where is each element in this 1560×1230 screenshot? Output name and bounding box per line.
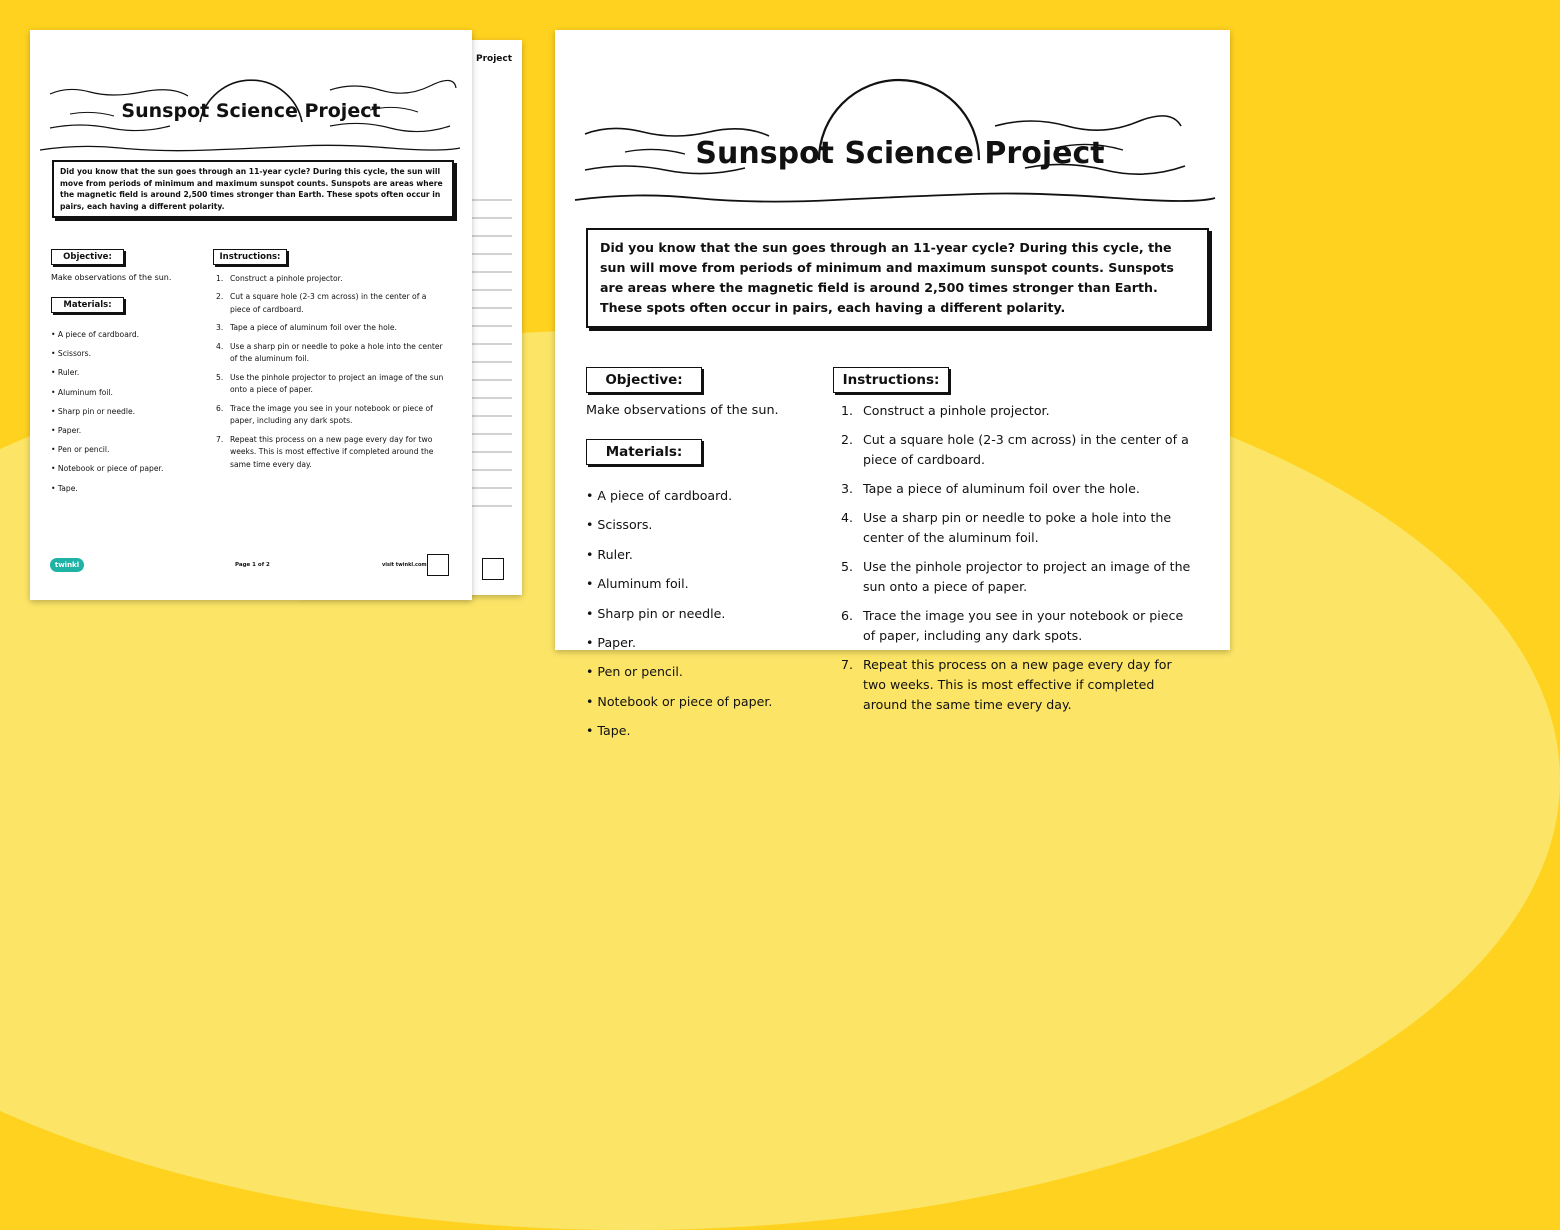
material-item: • Notebook or piece of paper.	[586, 693, 773, 709]
instruction-text: Use the pinhole projector to project an image of the sun onto a piece of paper.	[230, 372, 444, 395]
site-text: visit twinkl.com	[382, 562, 427, 568]
instruction-number: 1.	[841, 403, 854, 418]
award-badge	[427, 554, 449, 576]
instruction-text: Use a sharp pin or needle to poke a hole into the center of the aluminum foil.	[863, 510, 1172, 545]
back-page-badge	[482, 558, 504, 580]
instruction-item	[841, 479, 1191, 499]
intro-box: Did you know that the sun goes through an 11-year cycle? During this cycle, the sun will move from periods of minimum and maximum sunspot counts. Sunspots are areas where the magnetic field is around 2,500 times stronger than Earth. These spots often occur in pairs, each having a different polarity.	[52, 160, 454, 218]
instruction-item	[216, 434, 446, 472]
material-item: • Scissors.	[586, 517, 653, 533]
instruction-item	[216, 273, 446, 286]
instruction-item	[841, 508, 1191, 548]
instruction-number: 4.	[216, 341, 224, 351]
material-item: • A piece of cardboard.	[51, 330, 140, 339]
instruction-number: 7.	[841, 657, 854, 672]
material-item: • Paper.	[586, 635, 636, 651]
back-page-title: Project	[476, 54, 513, 64]
instruction-item	[216, 322, 446, 335]
instruction-number: 3.	[216, 323, 224, 333]
page-title: Sunspot Science Project	[121, 100, 381, 122]
instruction-text: Construct a pinhole projector.	[863, 403, 1050, 418]
instruction-text: Repeat this process on a new page every day for two weeks. This is most effective if completed around the same time every day.	[863, 657, 1172, 712]
twinkl-logo: twinkl	[50, 558, 84, 572]
large-page	[555, 30, 1230, 739]
materials-list	[586, 481, 806, 746]
instruction-text: Tape a piece of aluminum foil over the hole.	[230, 323, 397, 333]
material-item: • Aluminum foil.	[51, 387, 113, 397]
instruction-text: Repeat this process on a new page every day for two weeks. This is most effective if completed around the same time every day.	[230, 434, 434, 469]
instruction-item	[841, 655, 1191, 715]
instructions-label: Instructions:	[833, 367, 949, 393]
instruction-text: Cut a square hole (2-3 cm across) in the center of a piece of cardboard.	[230, 292, 427, 314]
instruction-number: 6.	[841, 608, 854, 623]
instruction-number: 1.	[216, 274, 224, 283]
material-item: • Ruler.	[586, 546, 633, 562]
instruction-item	[216, 403, 446, 428]
instruction-item	[216, 341, 446, 366]
instruction-number: 5.	[216, 372, 224, 382]
instruction-item	[841, 401, 1191, 421]
instruction-text: Cut a square hole (2-3 cm across) in the center of a piece of cardboard.	[863, 432, 1189, 467]
material-item: • Pen or pencil.	[586, 664, 683, 680]
material-item: • Notebook or piece of paper.	[51, 464, 164, 474]
instructions-list	[841, 401, 1191, 724]
instruction-item	[841, 606, 1191, 646]
instructions-label: Instructions:	[213, 249, 287, 265]
material-item: • Paper.	[51, 426, 82, 436]
objective-text: Make observations of the sun.	[51, 273, 172, 282]
instruction-text: Tape a piece of aluminum foil over the hole.	[863, 481, 1140, 496]
instruction-item	[841, 557, 1191, 597]
instruction-item	[841, 430, 1191, 470]
material-item: • A piece of cardboard.	[586, 488, 733, 503]
objective-label: Objective:	[586, 367, 702, 393]
materials-list	[51, 325, 211, 498]
instruction-text: Construct a pinhole projector.	[230, 274, 343, 283]
instruction-number: 4.	[841, 510, 854, 525]
material-item: • Tape.	[586, 723, 631, 739]
objective-text: Make observations of the sun.	[586, 403, 779, 418]
page-number: Page 1 of 2	[235, 562, 270, 568]
instructions-list	[216, 273, 446, 477]
instruction-item	[216, 372, 446, 397]
intro-box: Did you know that the sun goes through an 11-year cycle? During this cycle, the sun will move from periods of minimum and maximum sunspot counts. Sunspots are areas where the magnetic field is around 2,500 times stronger than Earth. These spots often occur in pairs, each having a different polarity.	[586, 228, 1209, 328]
sun-illustration	[30, 30, 472, 160]
instruction-text: Use the pinhole projector to project an image of the sun onto a piece of paper.	[863, 559, 1191, 594]
instruction-number: 2.	[216, 292, 224, 302]
material-item: • Sharp pin or needle.	[51, 406, 136, 416]
material-item: • Aluminum foil.	[586, 576, 689, 592]
instruction-number: 3.	[841, 481, 854, 496]
instruction-text: Trace the image you see in your notebook or piece of paper, including any dark spots.	[230, 403, 433, 426]
materials-label: Materials:	[51, 297, 124, 313]
material-item: • Pen or pencil.	[51, 445, 110, 455]
materials-label: Materials:	[586, 439, 702, 465]
small-page	[30, 30, 472, 600]
instruction-number: 5.	[841, 559, 854, 574]
objective-label: Objective:	[51, 249, 124, 265]
material-item: • Tape.	[51, 483, 78, 493]
page-title: Sunspot Science Project	[695, 136, 1105, 171]
instruction-number: 7.	[216, 434, 224, 444]
material-item: • Sharp pin or needle.	[586, 605, 726, 621]
instruction-item	[216, 291, 446, 316]
sun-illustration	[555, 30, 1230, 220]
instruction-text: Use a sharp pin or needle to poke a hole into the center of the aluminum foil.	[230, 341, 443, 364]
material-item: • Scissors.	[51, 349, 92, 359]
material-item: • Ruler.	[51, 368, 80, 378]
instruction-number: 2.	[841, 432, 854, 447]
instruction-text: Trace the image you see in your notebook or piece of paper, including any dark spots.	[863, 608, 1184, 643]
instruction-number: 6.	[216, 403, 224, 413]
